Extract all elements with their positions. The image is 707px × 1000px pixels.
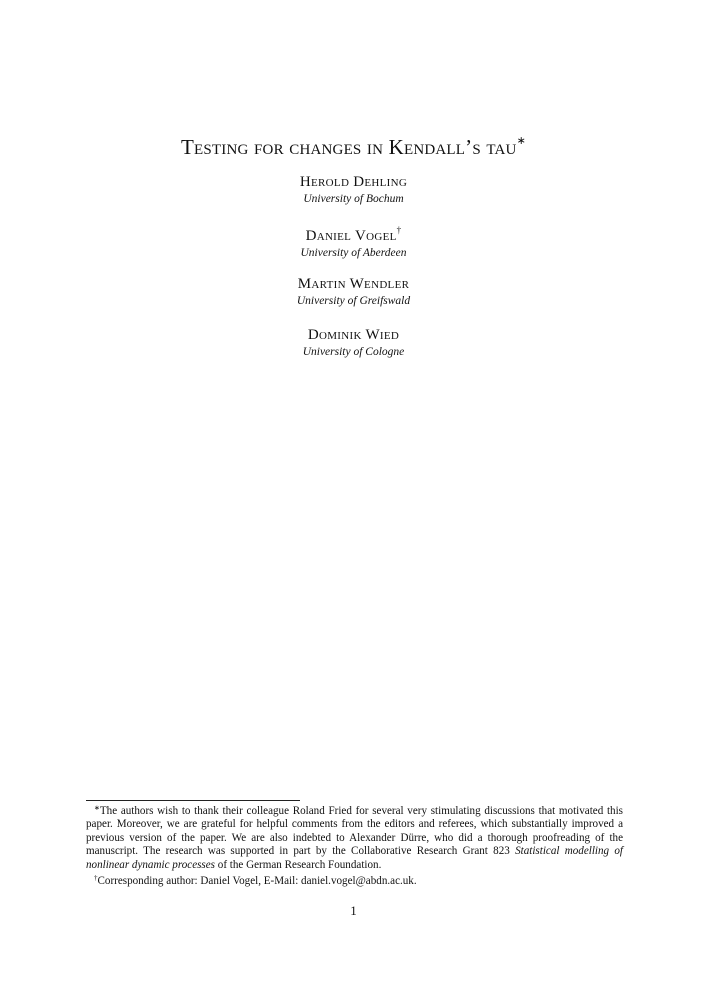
author-name: Martin Wendler bbox=[297, 276, 410, 292]
author-block bbox=[0, 225, 707, 259]
footnotes bbox=[86, 802, 623, 888]
author-affiliation: University of Bochum bbox=[303, 193, 404, 205]
footnote-rule bbox=[86, 800, 300, 801]
author-name: Daniel Vogel† bbox=[305, 225, 402, 244]
footnote-corresponding-author: †Corresponding author: Daniel Vogel, E-Mail: daniel.vogel@abdn.ac.uk. bbox=[94, 874, 417, 888]
footnote-acknowledgements: ∗The authors wish to thank their colleague Roland Fried for several very stimulating discussions that motivated this paper. Moreover, we are grateful for helpful comments from the editors and referees, which substantially improved a previous version of the paper. We are also indebted to Alexander Dürre, who did a thorough proofreading of the manuscript. The research was supported in part by the Collaborative Research Grant 823 Statistical modelling of nonlinear dynamic processes of the German Research Foundation. bbox=[86, 804, 623, 871]
paper-title-text: Testing for changes in Kendall’s tau bbox=[181, 135, 517, 159]
page-number: 1 bbox=[350, 903, 357, 918]
author-footnote-mark: † bbox=[396, 225, 402, 235]
title-footnote-mark: ∗ bbox=[516, 135, 526, 147]
author-affiliation: University of Cologne bbox=[302, 346, 405, 358]
author-name: Herold Dehling bbox=[299, 174, 408, 190]
author-block bbox=[0, 174, 707, 205]
paper-title bbox=[0, 134, 707, 160]
author-block bbox=[0, 276, 707, 307]
author-block bbox=[0, 327, 707, 358]
author-affiliation: University of Greifswald bbox=[296, 295, 411, 307]
author-affiliation: University of Aberdeen bbox=[300, 247, 407, 259]
author-name: Dominik Wied bbox=[307, 327, 400, 343]
